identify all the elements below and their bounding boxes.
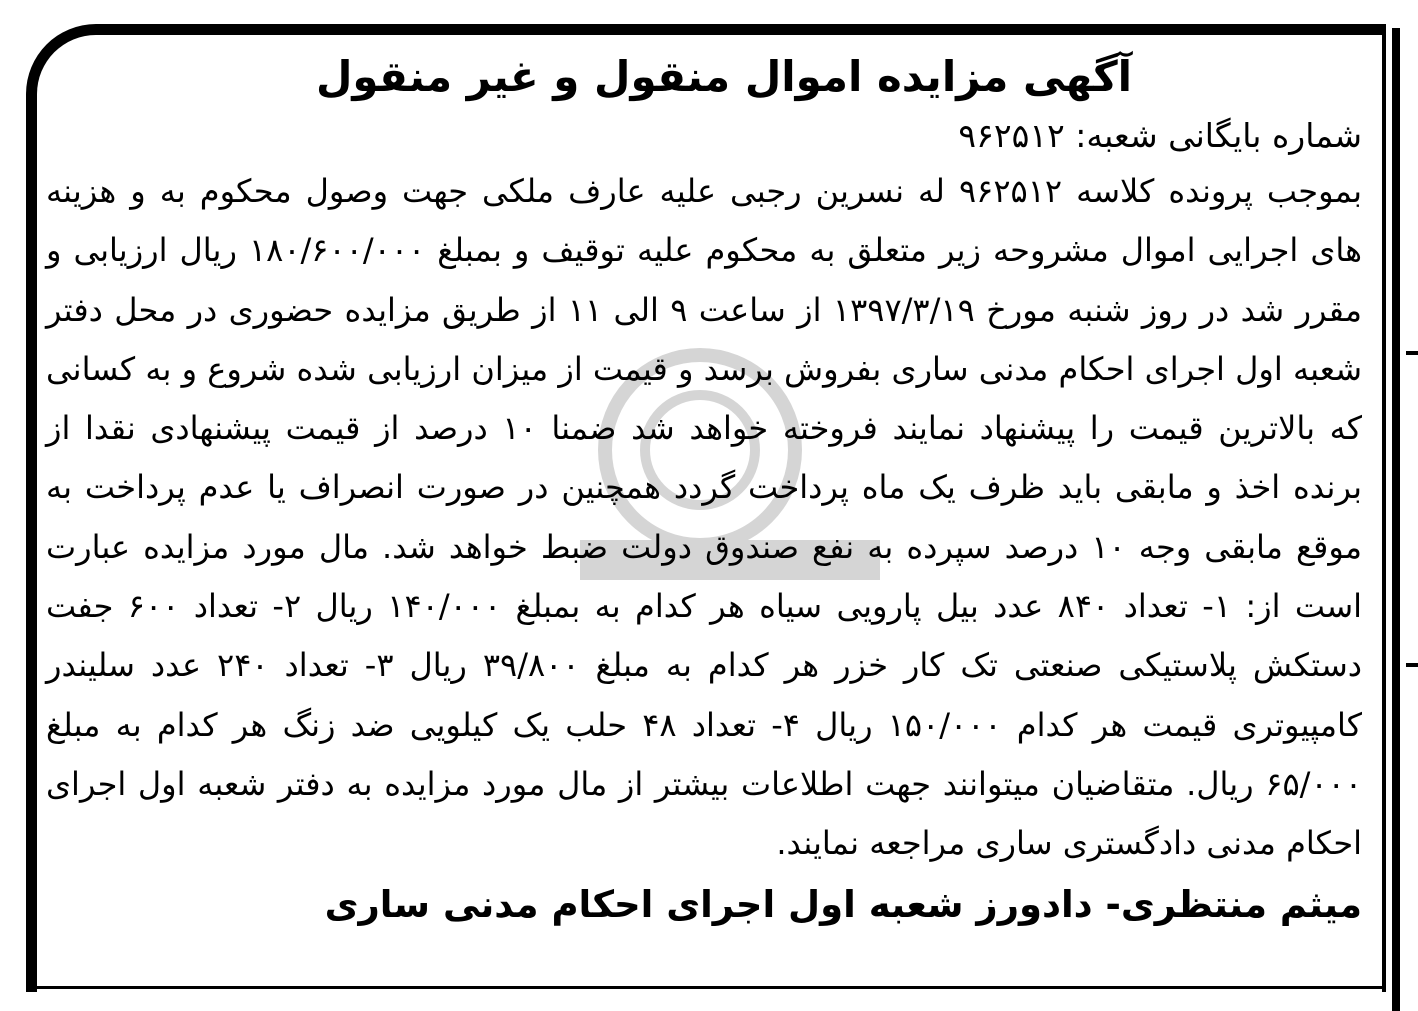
notice-signature: میثم منتظری- دادورز شعبه اول اجرای احکام مدنی ساری — [324, 882, 1362, 926]
adjacent-column-tick — [1406, 351, 1418, 355]
archive-number: شماره بایگانی شعبه: ۹۶۲۵۱۲ — [958, 116, 1362, 155]
notice-content — [46, 44, 1362, 936]
column-divider — [1392, 28, 1400, 1011]
notice-body: بموجب پرونده کلاسه ۹۶۲۵۱۲ له نسرین رجبی علیه عارف ملکی جهت وصول محکوم به و هزینه های اجرایی اموال مشروحه زیر متعلق به محکوم علیه توقیف و بمبلغ ۱۸۰/۶۰۰/۰۰۰ ریال ارزیابی و مقرر شد در روز شنبه مورخ ۱۳۹۷/۳/۱۹ از ساعت ۹ الی ۱۱ از طریق مزایده حضوری در محل دفتر شعبه اول اجرای احکام مدنی ساری بفروش برسد و قیمت از میزان ارزیابی شده شروع و به کسانی که بالاترین قیمت را پیشنهاد نمایند فروخته خواهد شد ضمنا ۱۰ درصد از قیمت پیشنهادی نقدا از برنده اخذ و مابقی باید ظرف یک ماه پرداخت گردد همچنین در صورت انصراف یا عدم پرداخت به موقع مابقی وجه ۱۰ درصد سپرده به نفع صندوق دولت ضبط خواهد شد. مال مورد مزایده عبارت است از: ۱- تعداد ۸۴۰ عدد بیل پارویی سیاه هر کدام به بمبلغ ۱۴۰/۰۰۰ ریال ۲- تعداد ۶۰۰ جفت دستکش پلاستیکی صنعتی تک کار خزر هر کدام به مبلغ ۳۹/۸۰۰ ریال ۳- تعداد ۲۴۰ عدد سلیندر کامپیوتری قیمت هر کدام ۱۵۰/۰۰۰ ریال ۴- تعداد ۴۸ حلب یک کیلویی ضد زنگ هر کدام به مبلغ ۶۵/۰۰۰ ریال. متقاضیان میتوانند جهت اطلاعات بیشتر از مال مورد مزایده به دفتر شعبه اول اجرای احکام مدنی دادگستری ساری مراجعه نمایند. — [46, 172, 1363, 863]
notice-title: آگهی مزایده اموال منقول و غیر منقول — [315, 52, 1133, 101]
bottom-divider — [32, 986, 1386, 989]
adjacent-column-tick — [1406, 663, 1418, 667]
